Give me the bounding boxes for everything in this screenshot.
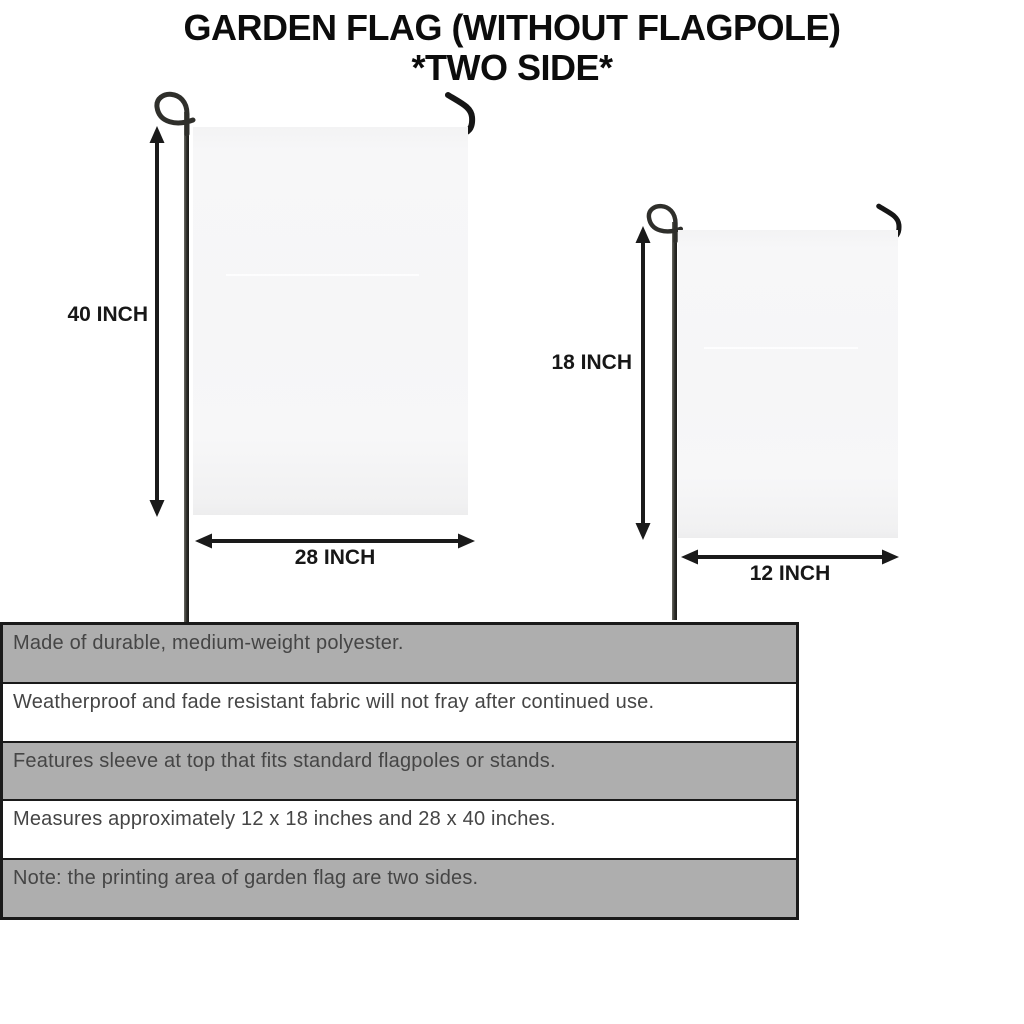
- small-flag-body: [678, 230, 898, 538]
- feature-row: Features sleeve at top that fits standard flagpoles or stands.: [3, 743, 796, 802]
- large-height-arrow: [147, 126, 167, 517]
- feature-row: Measures approximately 12 x 18 inches and 28 x 40 inches.: [3, 801, 796, 860]
- page-subtitle: *TWO SIDE*: [411, 47, 613, 88]
- feature-list: [0, 622, 799, 920]
- large-flag-body: [193, 127, 468, 515]
- large-height-label: 40 INCH: [67, 303, 148, 326]
- feature-row: Weatherproof and fade resistant fabric will not fray after continued use.: [3, 684, 796, 743]
- small-height-label: 18 INCH: [551, 351, 632, 374]
- small-height-arrow: [633, 226, 653, 540]
- page-title: GARDEN FLAG (WITHOUT FLAGPOLE): [183, 7, 841, 48]
- small-flagpole: [672, 222, 677, 620]
- small-width-label: 12 INCH: [749, 562, 831, 585]
- large-width-label: 28 INCH: [294, 546, 376, 569]
- large-flagpole: [184, 112, 189, 622]
- feature-row: Note: the printing area of garden flag are two sides.: [3, 860, 796, 917]
- feature-row: Made of durable, medium-weight polyester.: [3, 625, 796, 684]
